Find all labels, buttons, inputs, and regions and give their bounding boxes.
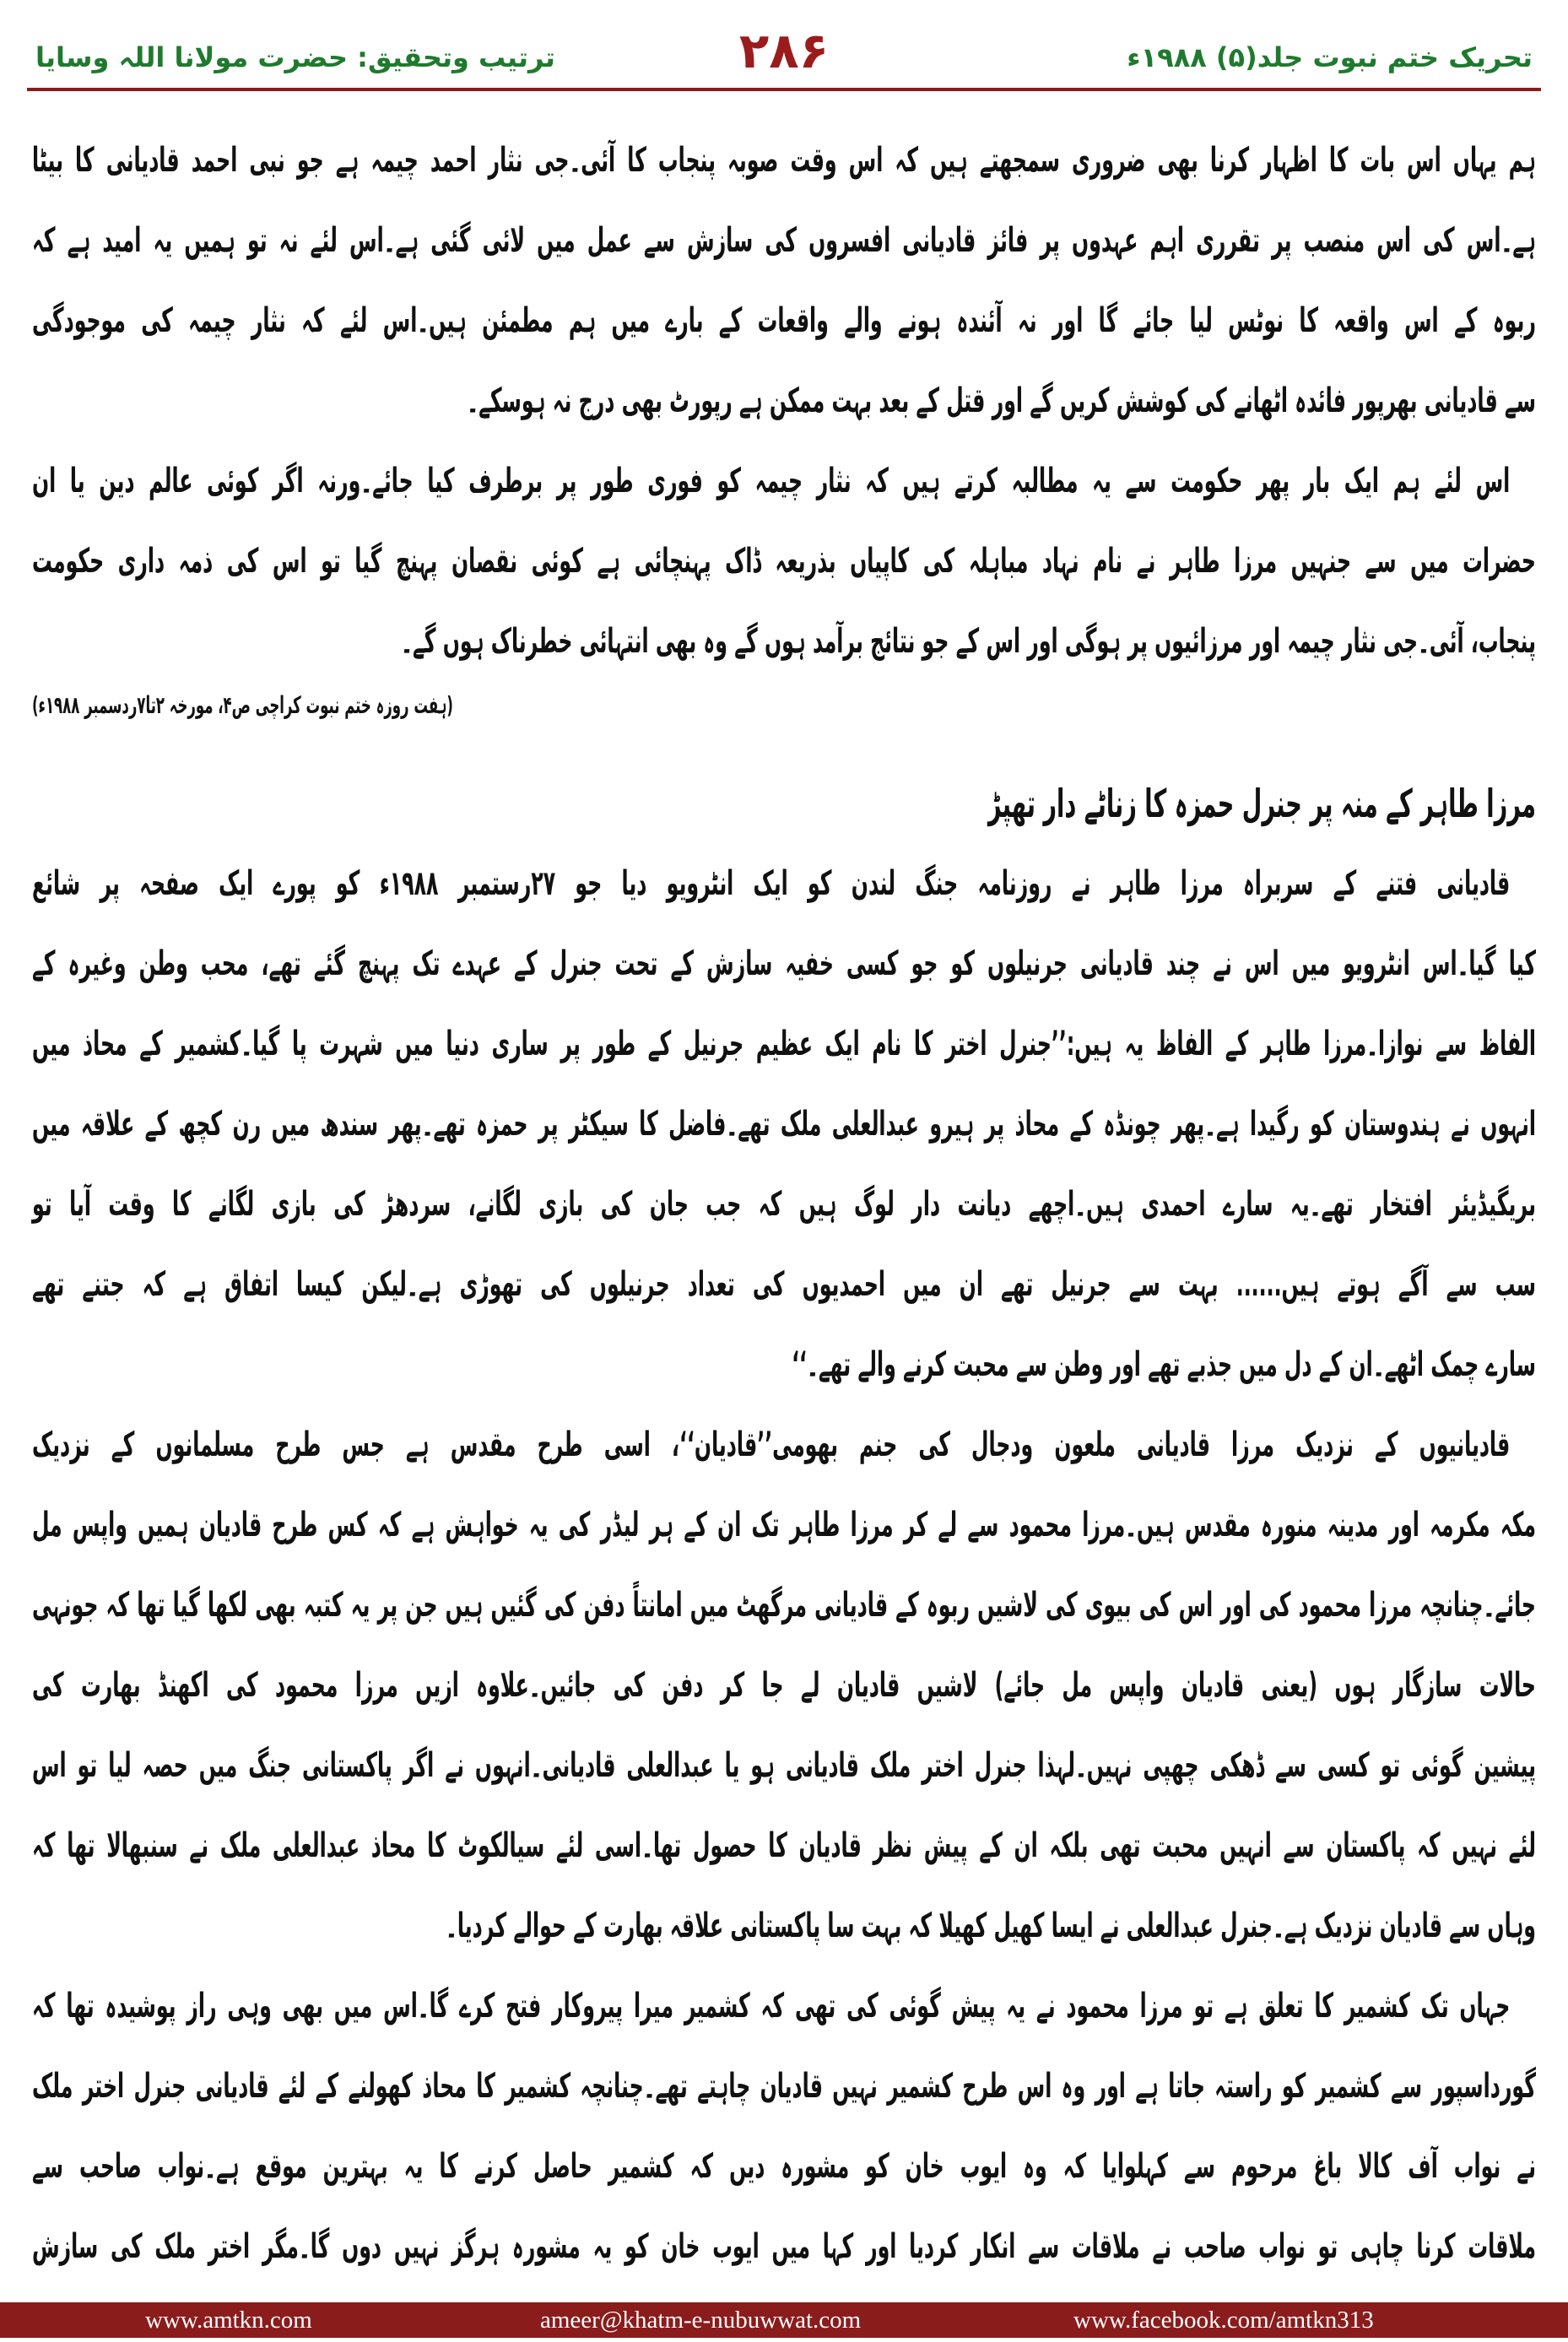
text-line-content: الفاظ سے نوازا۔مرزا طاہر کے الفاظ یہ ہیں:’’جنرل اختر کا نام ایک عظیم جرنیل کے طور پر ساری دنیا میں شہرت پا گیا۔کشمیر کے محاذ میں bbox=[32, 1025, 1536, 1063]
text-line bbox=[32, 441, 1536, 522]
source-citation bbox=[32, 682, 1536, 729]
text-line-content: بریگیڈیئر افتخار تھے۔یہ سارے احمدی ہیں۔اچھے دیانت دار لوگ ہیں کہ جب جان کی بازی لگانے، سردھڑ کی بازی لگانے کا وقت آیا تو bbox=[32, 1185, 1536, 1224]
text-line-content: پیشین گوئی تو کسی سے ڈھکی چھپی نہیں۔لہذا جنرل اختر ملک قادیانی ہو یا عبدالعلی قادیانی۔انہوں نے اگر پاکستانی جنگ میں حصہ لیا تو اس bbox=[32, 1746, 1536, 1785]
text-line bbox=[32, 844, 1536, 924]
text-line-content: مکہ مکرمہ اور مدینہ منورہ مقدس ہیں۔مرزا محمود سے لے کر مرزا طاہر تک ان کے ہر لیڈر کی یہ خواہش ہے کہ کس طرح قادیان ہمیں واپس مل bbox=[32, 1506, 1536, 1544]
text-line bbox=[32, 1405, 1536, 1485]
text-line-content: جہاں تک کشمیر کا تعلق ہے تو مرزا محمود نے یہ پیش گوئی کی تھی کہ کشمیر میرا پیروکار فتح کرے گا۔اس میں بھی وہی راز پوشیدہ تھا کہ bbox=[32, 1987, 1511, 2026]
section-heading-text: مرزا طاہر کے منہ پر جنرل حمزہ کا زناٹے دار تھپڑ bbox=[987, 781, 1536, 826]
paragraph bbox=[32, 441, 1536, 682]
running-header-book-title: تحریک ختم نبوت جلد(۵) ۱۹۸۸ء bbox=[1127, 41, 1533, 73]
text-line bbox=[32, 1325, 1536, 1405]
text-line bbox=[32, 2207, 1536, 2287]
text-line-content: لئے نہیں کہ پاکستان سے انہیں محبت تھی بلکہ ان کے پیش نظر قادیان کا حصول تھا۔اسی لئے سیالکوٹ کا محاذ عبدالعلی ملک نے سنبھالا تھا کہ bbox=[32, 1826, 1536, 1865]
header-rule bbox=[27, 88, 1541, 91]
text-line bbox=[32, 1886, 1536, 1966]
text-line bbox=[32, 1726, 1536, 1806]
text-line-content: ہے۔اس کی اس منصب پر تقرری اہم عہدوں پر فائز قادیانی افسروں کی سازش سے عمل میں لائی گئی ہے۔اس لئے نہ تو ہمیں یہ امید ہے کہ bbox=[32, 221, 1536, 260]
text-line bbox=[32, 1566, 1536, 1646]
text-line bbox=[32, 602, 1536, 682]
paragraph bbox=[32, 1405, 1536, 1966]
text-line bbox=[32, 121, 1536, 201]
text-line-content: نے نواب آف کالا باغ مرحوم سے کہلوایا کہ وہ ایوب خان کو مشورہ دیں کہ کشمیر حاصل کرنے کا یہ بہترین موقع ہے۔نواب صاحب سے bbox=[32, 2147, 1536, 2186]
footer-email-link[interactable]: ameer@khatm-e-nubuwwat.com bbox=[540, 2307, 862, 2334]
text-line bbox=[32, 522, 1536, 602]
text-line bbox=[32, 1165, 1536, 1245]
paragraph bbox=[32, 1966, 1536, 2287]
text-line bbox=[32, 2047, 1536, 2127]
text-line bbox=[32, 1245, 1536, 1325]
paragraph bbox=[32, 121, 1536, 441]
text-line-content: گورداسپور سے کشمیر کو راستہ جاتا ہے اور وہ اس طرح کشمیر نہیں قادیان چاہتے تھے۔چنانچہ کشمیر کا محاذ کھولنے کے لئے قادیانی جنرل اختر ملک bbox=[32, 2067, 1536, 2106]
source-citation-text: (ہفت روزہ ختم نبوت کراچی ص۴، مورخہ ۲تا۷ردسمبر ۱۹۸۸ء) bbox=[32, 691, 454, 719]
text-line bbox=[32, 361, 1536, 441]
section-heading bbox=[32, 763, 1536, 844]
footer-website-link[interactable]: www.amtkn.com bbox=[145, 2307, 312, 2334]
footer-bar bbox=[0, 2302, 1568, 2338]
text-line-content: حالات سازگار ہوں (یعنی قادیان واپس مل جائے) لاشیں قادیان لے جا کر دفن کی جائیں۔علاوہ ازیں مرزا محمود کی اکھنڈ بھارت کی bbox=[32, 1666, 1536, 1705]
running-header-compiler: ترتیب وتحقیق: حضرت مولانا اللہ وسایا bbox=[35, 41, 555, 73]
text-line-content: اس لئے ہم ایک بار پھر حکومت سے یہ مطالبہ کرتے ہیں کہ نثار چیمہ کو فوری طور پر برطرف کیا جائے۔ورنہ اگر کوئی عالم دین یا ان bbox=[32, 462, 1511, 500]
running-header bbox=[0, 0, 1568, 93]
text-line-content: سے قادیانی بھرپور فائدہ اٹھانے کی کوشش کریں گے اور قتل کے بعد بہت ممکن ہے رپورٹ بھی درج نہ ہوسکے۔ bbox=[467, 381, 1537, 420]
text-line bbox=[32, 2127, 1536, 2207]
text-line-content: حضرات میں سے جنہیں مرزا طاہر نے نام نہاد مباہلہ کی کاپیاں بذریعہ ڈاک پہنچائی ہے کوئی نقصان پہنچ گیا تو اس کی ذمہ داری حکومت bbox=[32, 542, 1536, 581]
text-line-content: قادیانیوں کے نزدیک مرزا قادیانی ملعون ودجال کی جنم بھومی’’قادیان‘‘، اسی طرح مقدس ہے جس طرح مسلمانوں کے نزدیک bbox=[32, 1425, 1511, 1464]
footer-facebook-link[interactable]: www.facebook.com/amtkn313 bbox=[1073, 2307, 1374, 2334]
text-line-content: کیا گیا۔اس انٹرویو میں اس نے چند قادیانی جرنیلوں کو جو کسی خفیہ سازش کے تحت جنرل کے عہدے تک پہنچ گئے تھے، محب وطن وغیرہ کے bbox=[32, 944, 1536, 983]
text-line-content: سارے چمک اٹھے۔ان کے دل میں جذبے تھے اور وطن سے محبت کرنے والے تھے۔‘‘ bbox=[792, 1345, 1536, 1384]
text-line bbox=[32, 924, 1536, 1004]
text-line bbox=[32, 1485, 1536, 1566]
text-line bbox=[32, 201, 1536, 281]
paragraph bbox=[32, 844, 1536, 1405]
text-line-content: ہم یہاں اس بات کا اظہار کرنا بھی ضروری سمجھتے ہیں کہ اس وقت صوبہ پنجاب کا آئی۔جی نثار احمد چیمہ ہے جو نبی احمد قادیانی کا بیٹا bbox=[32, 141, 1536, 180]
text-line bbox=[32, 1084, 1536, 1165]
page-number: ۲۸۶ bbox=[738, 22, 830, 79]
text-line-content: ربوہ کے اس واقعہ کا نوٹس لیا جائے گا اور نہ آئندہ ہونے والے واقعات کے بارے میں ہم مطمئن ہیں۔اس لئے کہ نثار چیمہ کی موجودگی bbox=[32, 301, 1536, 340]
text-line-content: جائے۔چنانچہ مرزا محمود کی اور اس کی بیوی کی لاشیں ربوہ کے قادیانی مرگھٹ میں امانتاً دفن کی گئیں ہیں جن پر یہ کتبہ بھی لکھا گیا تھا کہ جونہی bbox=[32, 1586, 1536, 1625]
text-line bbox=[32, 1646, 1536, 1726]
text-line-content: وہاں سے قادیان نزدیک ہے۔جنرل عبدالعلی نے ایسا کھیل کھیلا کہ بہت سا پاکستانی علاقہ بھارت کے حوالے کردیا۔ bbox=[446, 1907, 1537, 1945]
text-line-content: قادیانی فتنے کے سربراہ مرزا طاہر نے روزنامہ جنگ لندن کو ایک انٹرویو دیا جو ۲۷رستمبر ۱۹۸۸ء کو پورے ایک صفحہ پر شائع bbox=[32, 864, 1511, 903]
text-line-content: انہوں نے ہندوستان کو رگیدا ہے۔پھر چونڈہ کے محاذ پر ہیرو عبدالعلی ملک تھے۔فاضل کا سیکٹر پر حمزہ تھے۔پھر سندھ میں رن کچھ کے علاقہ میں bbox=[32, 1105, 1536, 1144]
text-line bbox=[32, 1806, 1536, 1886]
text-line bbox=[32, 281, 1536, 361]
text-line bbox=[32, 1004, 1536, 1084]
text-line-content: سب سے آگے ہوتے ہیں...... بہت سے جرنیل تھے ان میں احمدیوں کی تعداد جرنیلوں کی تھوڑی ہے۔لیکن کیسا اتفاق ہے کہ جتنے تھے bbox=[32, 1265, 1536, 1304]
page-body bbox=[32, 121, 1536, 2287]
text-line-content: پنجاب، آئی۔جی نثار چیمہ اور مرزائیوں پر ہوگی اور اس کے جو نتائج برآمد ہوں گے وہ بھی انتہائی خطرناک ہوں گے۔ bbox=[401, 622, 1536, 661]
text-line bbox=[32, 1966, 1536, 2047]
text-line-content: ملاقات کرنا چاہی تو نواب صاحب نے ملاقات سے انکار کردیا اور کہا میں ایوب خان کو یہ مشورہ ہرگز نہیں دوں گا۔مگر اختر ملک کی سازش bbox=[32, 2227, 1536, 2266]
